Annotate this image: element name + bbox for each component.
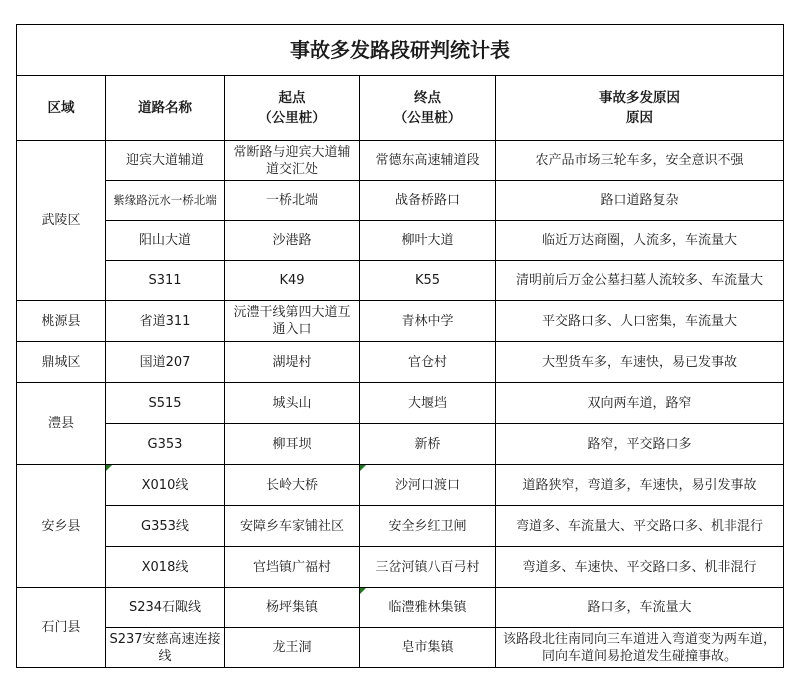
start-cell: 一桥北端 bbox=[225, 181, 360, 221]
cause-cell: 道路狭窄，弯道多，车速快，易引发事故 bbox=[496, 465, 784, 506]
start-cell: 杨坪集镇 bbox=[225, 588, 360, 628]
table-row bbox=[17, 506, 784, 547]
region-cell: 桃源县 bbox=[17, 301, 106, 342]
start-cell: 常断路与迎宾大道辅道交汇处 bbox=[225, 141, 360, 181]
table-title: 事故多发路段研判统计表 bbox=[17, 25, 784, 76]
start-cell: 湖堤村 bbox=[225, 342, 360, 383]
cause-cell: 弯道多、车速快、平交路口多、机非混行 bbox=[496, 547, 784, 588]
table-row bbox=[17, 301, 784, 342]
road-cell: X018线 bbox=[106, 547, 225, 588]
table-row bbox=[17, 424, 784, 465]
start-cell: 安障乡车家铺社区 bbox=[225, 506, 360, 547]
table-row bbox=[17, 261, 784, 301]
header-region: 区域 bbox=[17, 76, 106, 141]
road-cell: S515 bbox=[106, 383, 225, 424]
end-cell: 安全乡红卫闸 bbox=[360, 506, 496, 547]
end-cell: 临澧雅林集镇 bbox=[360, 588, 496, 628]
header-cause bbox=[496, 76, 784, 141]
header-road: 道路名称 bbox=[106, 76, 225, 141]
start-cell: 柳耳坝 bbox=[225, 424, 360, 465]
road-cell: S311 bbox=[106, 261, 225, 301]
start-cell: K49 bbox=[225, 261, 360, 301]
end-cell: 官仓村 bbox=[360, 342, 496, 383]
region-cell: 澧县 bbox=[17, 383, 106, 465]
start-cell: 长岭大桥 bbox=[225, 465, 360, 506]
road-cell: 国道207 bbox=[106, 342, 225, 383]
cause-cell: 双向两车道，路窄 bbox=[496, 383, 784, 424]
header-start-label: 起点 bbox=[278, 90, 306, 106]
start-cell: 沙港路 bbox=[225, 221, 360, 261]
header-cause-label: 事故多发原因 bbox=[599, 90, 681, 106]
road-cell: 迎宾大道辅道 bbox=[106, 141, 225, 181]
road-cell: 紫缘路沅水一桥北端 bbox=[106, 181, 225, 221]
header-cause-sub: 原因 bbox=[626, 110, 654, 126]
end-cell: 沙河口渡口 bbox=[360, 465, 496, 506]
table-row bbox=[17, 221, 784, 261]
table-row bbox=[17, 383, 784, 424]
cause-cell: 清明前后万金公墓扫墓人流较多、车流量大 bbox=[496, 261, 784, 301]
road-cell: 阳山大道 bbox=[106, 221, 225, 261]
cause-cell: 临近万达商圈，人流多，车流量大 bbox=[496, 221, 784, 261]
header-start-unit: （公里桩） bbox=[258, 110, 326, 126]
road-cell: S234石陬线 bbox=[106, 588, 225, 628]
header-end bbox=[360, 76, 496, 141]
cause-cell: 该路段北往南同向三车道进入弯道变为两车道，同向车道间易抢道发生碰撞事故。 bbox=[496, 628, 784, 668]
end-cell: 大堰垱 bbox=[360, 383, 496, 424]
cause-cell: 路口多，车流量大 bbox=[496, 588, 784, 628]
end-cell: 三岔河镇八百弓村 bbox=[360, 547, 496, 588]
table-row bbox=[17, 588, 784, 628]
cause-cell: 大型货车多，车速快，易已发事故 bbox=[496, 342, 784, 383]
region-cell: 石门县 bbox=[17, 588, 106, 668]
region-cell: 安乡县 bbox=[17, 465, 106, 588]
header-end-unit: （公里桩） bbox=[393, 110, 462, 126]
road-cell: X010线 bbox=[106, 465, 225, 506]
end-cell: K55 bbox=[360, 261, 496, 301]
end-cell: 新桥 bbox=[360, 424, 496, 465]
road-cell: 省道311 bbox=[106, 301, 225, 342]
table-row bbox=[17, 628, 784, 668]
start-cell: 城头山 bbox=[225, 383, 360, 424]
end-cell: 柳叶大道 bbox=[360, 221, 496, 261]
start-cell: 官垱镇广福村 bbox=[225, 547, 360, 588]
cause-cell: 路窄，平交路口多 bbox=[496, 424, 784, 465]
cause-cell: 农产品市场三轮车多，安全意识不强 bbox=[496, 141, 784, 181]
start-cell: 龙王洞 bbox=[225, 628, 360, 668]
region-cell: 武陵区 bbox=[17, 141, 106, 301]
end-cell: 战备桥路口 bbox=[360, 181, 496, 221]
cause-cell: 弯道多、车流量大、平交路口多、机非混行 bbox=[496, 506, 784, 547]
table-row bbox=[17, 465, 784, 506]
cause-cell: 平交路口多、人口密集，车流量大 bbox=[496, 301, 784, 342]
road-cell: S237安慈高速连接线 bbox=[106, 628, 225, 668]
end-cell: 常德东高速辅道段 bbox=[360, 141, 496, 181]
start-cell: 沅澧干线第四大道互通入口 bbox=[225, 301, 360, 342]
end-cell: 皂市集镇 bbox=[360, 628, 496, 668]
table-row bbox=[17, 342, 784, 383]
cause-cell: 路口道路复杂 bbox=[496, 181, 784, 221]
region-cell: 鼎城区 bbox=[17, 342, 106, 383]
table-row bbox=[17, 547, 784, 588]
table-row bbox=[17, 141, 784, 181]
accident-statistics-table bbox=[16, 24, 784, 668]
road-cell: G353 bbox=[106, 424, 225, 465]
header-start bbox=[225, 76, 360, 141]
header-end-label: 终点 bbox=[414, 90, 441, 106]
table-row bbox=[17, 181, 784, 221]
end-cell: 青林中学 bbox=[360, 301, 496, 342]
road-cell: G353线 bbox=[106, 506, 225, 547]
